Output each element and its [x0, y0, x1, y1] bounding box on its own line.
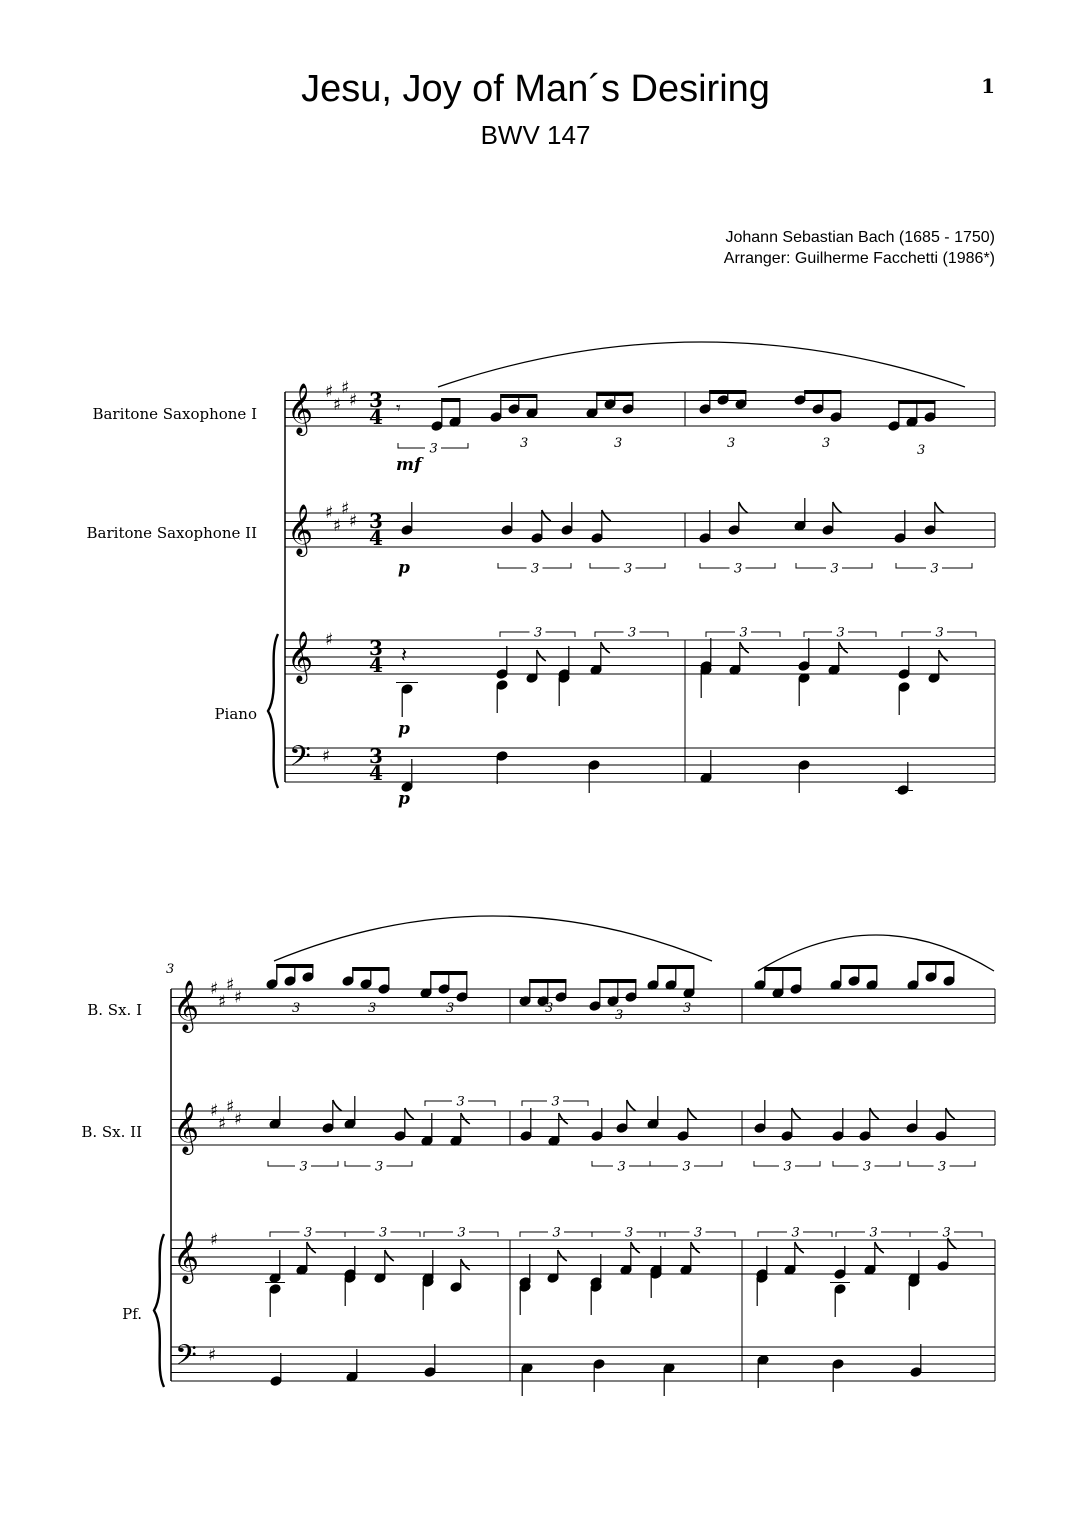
tuplet-number: 3 [520, 436, 529, 451]
instrument-label-sax1: Baritone Saxophone I [92, 405, 257, 423]
sharp: ♯ [226, 1096, 235, 1117]
time-sig-den: 4 [369, 526, 383, 550]
beam [430, 971, 467, 975]
sharp: ♯ [349, 511, 358, 532]
slur [274, 916, 712, 961]
flag [792, 1108, 801, 1119]
beam [500, 394, 537, 398]
tuplet-number: 3 [869, 1225, 878, 1241]
piano-brace [154, 1234, 164, 1387]
beam [840, 965, 877, 969]
tuplet-number: 3 [617, 1159, 626, 1175]
sharp: ♯ [218, 1113, 227, 1134]
instrument-label-sax2: Baritone Saxophone II [86, 524, 257, 542]
beam [599, 979, 636, 983]
flag [688, 1108, 697, 1119]
beam [352, 967, 389, 971]
dynamic: mf [396, 455, 422, 475]
flag [631, 1242, 640, 1253]
page-number: 1 [981, 74, 995, 98]
tuplet-number: 3 [299, 1159, 308, 1175]
measure-number: 3 [166, 962, 175, 977]
bass-clef: 𝄢 [175, 1339, 197, 1379]
sharp: ♯ [234, 1109, 243, 1130]
tuplet-number: 3 [863, 1159, 872, 1175]
tuplet-number: 3 [822, 436, 831, 451]
flag [691, 1242, 700, 1253]
tuplet-number: 3 [734, 561, 743, 577]
tuplet-number: 3 [935, 625, 944, 641]
flag [935, 502, 944, 513]
flag [839, 642, 848, 653]
flag [946, 1108, 955, 1119]
tuplet-number: 3 [531, 561, 540, 577]
sharp: ♯ [325, 382, 334, 402]
flag [461, 1113, 470, 1124]
tuplet-number: 3 [727, 436, 736, 451]
tuplet-number: 3 [791, 1225, 800, 1241]
composer-credit: Johann Sebastian Bach (1685 - 1750) [725, 229, 995, 246]
sharp: ♯ [325, 503, 334, 523]
treble-clef: 𝄞 [287, 631, 314, 682]
sharp: ♯ [325, 630, 334, 650]
flag [740, 642, 749, 653]
instrument-label-sax1-short: B. Sx. I [87, 1001, 142, 1019]
tuplet-number: 3 [739, 625, 748, 641]
flag [461, 1259, 470, 1270]
sharp: ♯ [210, 979, 219, 999]
eighth-rest: 𝄾 [396, 398, 401, 419]
sharp: ♯ [210, 1230, 219, 1250]
flag [405, 1108, 414, 1119]
sharp: ♯ [218, 991, 227, 1012]
beam [596, 392, 633, 396]
sharp: ♯ [322, 746, 331, 767]
flag [739, 502, 748, 513]
tuplet-number: 3 [683, 1001, 692, 1016]
beam [804, 390, 841, 394]
flag [795, 1242, 804, 1253]
time-sig-num: 3 [369, 509, 383, 533]
flag [542, 510, 551, 521]
bass-clef: 𝄢 [289, 740, 311, 780]
sharp: ♯ [210, 1101, 219, 1121]
score-title: Jesu, Joy of Man´s Desiring [301, 68, 770, 110]
tuplet-number: 3 [694, 1225, 703, 1241]
flag [601, 642, 610, 653]
flag [559, 1113, 568, 1124]
sharp: ♯ [208, 1345, 217, 1366]
flag [627, 1100, 636, 1111]
beam [917, 961, 954, 965]
quarter-rest: 𝄽 [401, 643, 408, 667]
beam [764, 967, 801, 971]
sharp: ♯ [234, 987, 243, 1008]
time-sig-den: 4 [369, 653, 383, 677]
tuplet-number: 3 [457, 1225, 466, 1241]
tuplet-number: 3 [783, 1159, 792, 1175]
beam [529, 979, 566, 983]
flag [939, 650, 948, 661]
time-sig-num: 3 [369, 636, 383, 660]
tuplet-number: 3 [625, 1225, 634, 1241]
flag [537, 650, 546, 661]
tuplet-number: 3 [304, 1225, 313, 1241]
instrument-label-piano: Piano [214, 705, 257, 723]
dynamic: p [398, 719, 410, 739]
sharp: ♯ [226, 974, 235, 995]
sharp: ♯ [341, 377, 350, 398]
treble-clef: 𝄞 [173, 980, 200, 1031]
tuplet-number: 3 [628, 625, 637, 641]
time-sig-den: 4 [369, 761, 383, 785]
beam [709, 390, 746, 394]
instrument-label-piano-short: Pf. [122, 1305, 142, 1323]
tuplet-number: 3 [545, 1001, 554, 1016]
tuplet-number: 3 [456, 1094, 465, 1110]
tuplet-number: 3 [368, 1001, 377, 1016]
treble-clef: 𝄞 [287, 383, 314, 434]
slur [438, 342, 965, 387]
tuplet-number: 3 [930, 561, 939, 577]
time-sig-num: 3 [369, 744, 383, 768]
tuplet-number: 3 [938, 1159, 947, 1175]
tuplet-number: 3 [836, 625, 845, 641]
beam [441, 398, 460, 402]
flag [307, 1242, 316, 1253]
dynamic: p [398, 789, 410, 809]
dynamic: p [398, 558, 410, 578]
tuplet-number: 3 [552, 1225, 561, 1241]
tuplet-number: 3 [429, 441, 438, 457]
tuplet-number: 3 [614, 436, 623, 451]
treble-clef: 𝄞 [173, 1231, 200, 1282]
flag [875, 1242, 884, 1253]
flag [870, 1108, 879, 1119]
piano-brace [268, 634, 278, 788]
beam [276, 964, 313, 968]
beam [657, 965, 694, 969]
beam [898, 400, 935, 404]
time-sig-num: 3 [369, 388, 383, 412]
time-sig-den: 4 [369, 405, 383, 429]
flag [602, 510, 611, 521]
tuplet-number: 3 [292, 1001, 301, 1016]
treble-clef: 𝄞 [173, 1102, 200, 1153]
instrument-label-sax2-short: B. Sx. II [81, 1123, 142, 1141]
tuplet-number: 3 [682, 1159, 691, 1175]
flag [558, 1250, 567, 1261]
sharp: ♯ [333, 515, 342, 536]
arranger-credit: Arranger: Guilherme Facchetti (1986*) [723, 250, 995, 267]
tuplet-number: 3 [615, 1008, 624, 1023]
tuplet-number: 3 [379, 1225, 388, 1241]
sharp: ♯ [349, 390, 358, 411]
tuplet-number: 3 [446, 1001, 455, 1016]
tuplet-number: 3 [830, 561, 839, 577]
sharp: ♯ [333, 394, 342, 415]
treble-clef: 𝄞 [287, 504, 314, 555]
tuplet-number: 3 [375, 1159, 384, 1175]
tuplet-number: 3 [534, 625, 543, 641]
flag [333, 1100, 342, 1111]
score-subtitle: BWV 147 [480, 120, 591, 150]
flag [385, 1250, 394, 1261]
tuplet-number: 3 [917, 443, 926, 458]
tuplet-number: 3 [551, 1094, 560, 1110]
tuplet-number: 3 [942, 1225, 951, 1241]
flag [833, 502, 842, 513]
tuplet-number: 3 [624, 561, 633, 577]
sharp: ♯ [341, 498, 350, 519]
